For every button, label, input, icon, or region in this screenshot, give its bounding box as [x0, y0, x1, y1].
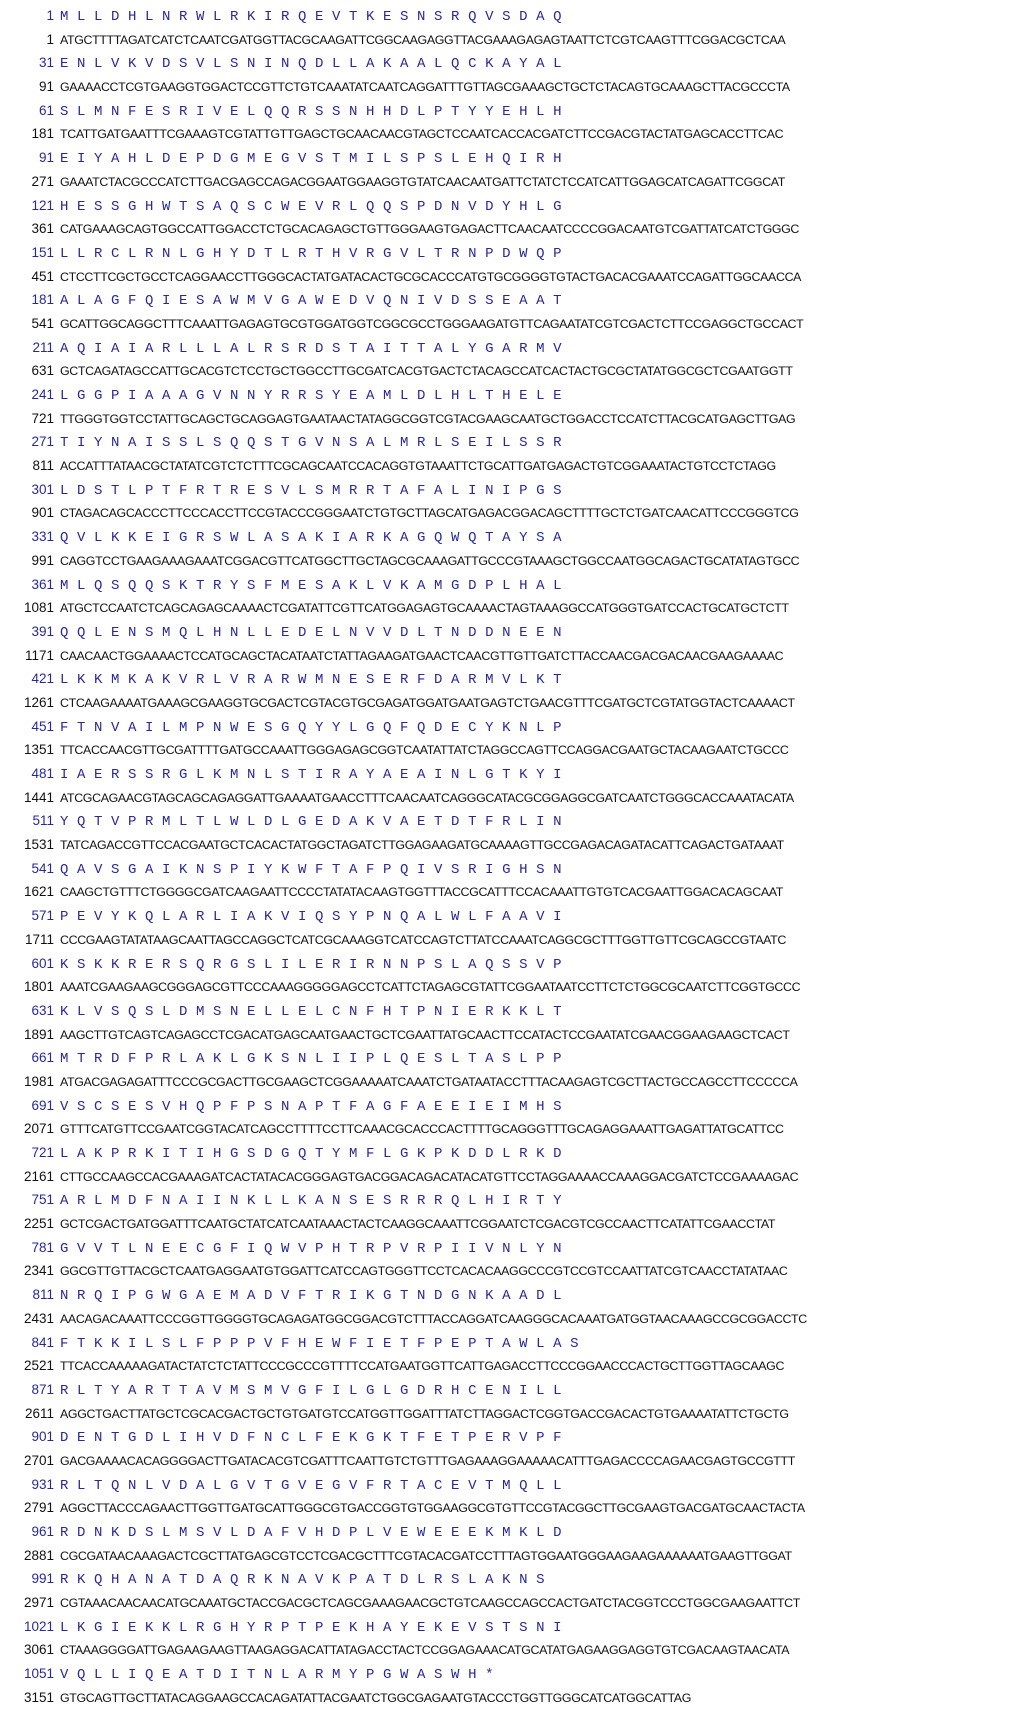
- position-number: 31: [38, 55, 54, 71]
- amino-acid-sequence: L K G I E K K L R G H Y R P T P E K H A Y E K E V S T S N I: [60, 1619, 562, 1636]
- position-number: 841: [31, 1334, 54, 1350]
- position-number: 181: [31, 126, 54, 142]
- nucleotide-row: [0, 32, 1024, 56]
- amino-acid-row: [0, 103, 1024, 127]
- position-number: 271: [31, 173, 54, 189]
- nucleotide-sequence: GCTCAGATAGCCATTGCACGTCTCCTGCTGGCCTTGCGATCACGTGACTCTACAGCCATCACTACTGCGCTATATGGCGCTCGAATGGTT: [60, 364, 793, 379]
- position-number: 1021: [23, 1618, 54, 1634]
- nucleotide-sequence: GAAATCTACGCCCATCTTGACGAGCCAGACGGAATGGAAGGTGTATCAACAATGATTCTATCTCCATCATTGGAGCATCAGATTCGGCAT: [60, 174, 786, 189]
- nucleotide-sequence: TATCAGACCGTTCCACGAATGCTCACACTATGGCTAGATCTTGGAGAAGATGCAAAAGTTGCCGAGACAGATACATTCAGACTGATAAAT: [60, 838, 784, 853]
- amino-acid-row: [0, 1335, 1024, 1359]
- amino-acid-sequence: V Q L L I Q E A T D I T N L A R M Y P G W A S W H *: [60, 1667, 494, 1684]
- nucleotide-sequence: ATCGCAGAACGTAGCAGCAGAGGATTGAAAATGAACCTTTCAACAATCAGGGCATACGCGGAGGCGATCAATCTGGGCACCAAATACATA: [60, 790, 794, 805]
- position-number: 961: [31, 1524, 54, 1539]
- amino-acid-row: [0, 1240, 1024, 1264]
- nucleotide-row: [0, 411, 1024, 435]
- nucleotide-row: [0, 1358, 1024, 1382]
- amino-acid-sequence: E N L V K V D S V L S N I N Q D L L A K A A L Q C K A Y A L: [60, 56, 562, 73]
- position-number: 61: [38, 102, 54, 118]
- amino-acid-row: [0, 387, 1024, 411]
- amino-acid-sequence: R L T Q N L V D A L G V T G V E G V F R T A C E V T M Q L L: [60, 1477, 562, 1494]
- nucleotide-row: [0, 126, 1024, 150]
- position-number: 991: [31, 1571, 54, 1587]
- amino-acid-sequence: L D S T L P T F R T R E S V L S M R R T A F A L I N I P G S: [60, 482, 562, 499]
- amino-acid-row: [0, 292, 1024, 316]
- amino-acid-sequence: L A K P R K I T I H G S D G Q T Y M F L G K P K D D L R K D: [60, 1146, 562, 1162]
- amino-acid-sequence: F T K K I L S L F P P P V F H E W F I E T F P E P T A W L A S: [60, 1335, 579, 1352]
- amino-acid-sequence: R L T Y A R T T A V M S M V G F I L G L G D R H C E N I L L: [60, 1382, 562, 1399]
- nucleotide-row: [0, 695, 1024, 719]
- position-number: 991: [31, 552, 54, 568]
- amino-acid-sequence: Q V L K K E I G R S W L A S A K I A R K A G Q W Q T A Y S A: [60, 530, 562, 547]
- position-number: 2971: [23, 1595, 54, 1611]
- position-number: 931: [31, 1476, 54, 1492]
- position-number: 1: [46, 31, 54, 47]
- amino-acid-sequence: R K Q H A N A T D A Q R K N A V K P A T D L R S L A K N S: [60, 1572, 545, 1589]
- position-number: 2611: [24, 1405, 54, 1421]
- nucleotide-sequence: GACGAAAACACAGGGGACTTGATACACGTCGATTTCAATTGTCTGTTTGAGAAAGGAAAAACATTTGAGACCCCAGAACGAGTGCCGTTT: [60, 1453, 795, 1468]
- position-number: 91: [38, 79, 54, 95]
- nucleotide-row: [0, 1642, 1024, 1666]
- amino-acid-sequence: M L Q S Q Q S K T R Y S F M E S A K L V K A M G D P L H A L: [60, 577, 562, 594]
- amino-acid-row: [0, 1429, 1024, 1453]
- position-number: 2251: [23, 1216, 54, 1232]
- nucleotide-sequence: GGCGTTGTTACGCTCAATGAGGAATGTGGATTCATCCAGTGGGTTCCTCACACAAGGCCCGTCCGTCCAATTATCGTCAACCTATATAAC: [60, 1264, 788, 1279]
- nucleotide-row: [0, 648, 1024, 672]
- position-number: 451: [31, 718, 54, 734]
- position-number: 271: [31, 434, 54, 450]
- nucleotide-row: [0, 316, 1024, 340]
- amino-acid-row: [0, 529, 1024, 553]
- amino-acid-sequence: M L L D H L N R W L R K I R Q E V T K E S N S R Q V S D A Q: [60, 9, 562, 25]
- amino-acid-row: [0, 813, 1024, 837]
- position-number: 1051: [23, 1666, 54, 1682]
- amino-acid-row: [0, 719, 1024, 743]
- nucleotide-sequence: CATGAAAGCAGTGGCCATTGGACCTCTGCACAGAGCTGTTGGGAAGTGAGACTTCAACAATCCCCGGACAATGTCGATTATCATCTGGGC: [60, 222, 800, 237]
- nucleotide-row: [0, 1690, 1024, 1714]
- nucleotide-row: [0, 553, 1024, 577]
- amino-acid-sequence: D E N T G D L I H V D F N C L F E K G K T F E T P E R V P F: [60, 1430, 562, 1447]
- position-number: 241: [31, 387, 54, 402]
- amino-acid-row: [0, 1098, 1024, 1122]
- amino-acid-row: [0, 1382, 1024, 1406]
- nucleotide-sequence: AGGCTTACCCAGAACTTGGTTGATGCATTGGGCGTGACCGGTGTGGAAGGCGTGTTCCGTACGGCTTGCGAAGTGACGATGCAACTACTA: [60, 1501, 805, 1516]
- amino-acid-row: [0, 577, 1024, 601]
- nucleotide-row: [0, 1453, 1024, 1477]
- amino-acid-sequence: A Q I A I A R L L L A L R S R D S T A I T T A L Y G A R M V: [60, 340, 562, 357]
- amino-acid-sequence: Y Q T V P R M L T L W L D L G E D A K V A E T D T F R L I N: [60, 814, 562, 831]
- nucleotide-sequence: TTCACCAAAAAGATACTATCTCTATTCCCGCCCGTTTTCCATGAATGGTTCATTGAGACCTTCCCGGAACCCACTGCTTGGTTAGCAAGC: [60, 1359, 785, 1374]
- nucleotide-row: [0, 1169, 1024, 1193]
- nucleotide-row: [0, 1548, 1024, 1572]
- nucleotide-sequence: ATGCTTTTAGATCATCTCAATCGATGGTTACGCAAGATTCGGCAAGAGGTTACGAAAGAGAGTAATTCTCGTCAAGTTTCGGACGCTCAA: [60, 32, 786, 47]
- nucleotide-sequence: ATGACGAGAGATTTCCCGCGACTTGCGAAGCTCGGAAAAATCAAATCTGATAATACCTTTACAAGAGTCGCTTACTGCCAGCCTTCCCCCA: [60, 1074, 798, 1089]
- nucleotide-sequence: AACAGACAAATTCCCGGTTGGGGTGCAGAGATGGCGGACGTCTTTACCAGGATCAAGGGCACAAATGATGGTAACAAAGCCGCGGACCTC: [60, 1311, 807, 1326]
- amino-acid-sequence: L G G P I A A A G V N N Y R R S Y E A M L D L H L T H E L E: [60, 388, 562, 404]
- amino-acid-row: [0, 1145, 1024, 1169]
- nucleotide-row: [0, 458, 1024, 482]
- amino-acid-row: [0, 1524, 1024, 1548]
- sequence-listing: [0, 8, 1024, 1714]
- nucleotide-row: [0, 505, 1024, 529]
- position-number: 781: [31, 1239, 54, 1255]
- nucleotide-sequence: CTCAAGAAAATGAAAGCGAAGGTGCGACTCGTACGTGCGAGATGGATGAATGAGTCTGAACGTTTCGATGCTCGTATGGTACTCAAAACT: [60, 695, 795, 710]
- amino-acid-sequence: T I Y N A I S S L S Q Q S T G V N S A L M R L S E I L S S R: [60, 435, 562, 452]
- amino-acid-row: [0, 1666, 1024, 1690]
- position-number: 1: [46, 8, 54, 23]
- nucleotide-sequence: AGGCTGACTTATGCTCGCACGACTGCTGTGATGTCCATGGTTGGATTTATCTTAGGACTCGGTGACCGACACTGTGAAAATATTCTGCTG: [60, 1406, 789, 1421]
- nucleotide-sequence: CTAAAGGGGATTGAGAAGAAGTTAAGAGGACATTATAGACCTACTCCGGAGAAACATGCATATGAGAAGGAGGTGTCGACAAGTAACATA: [60, 1643, 790, 1658]
- position-number: 1261: [23, 694, 54, 710]
- amino-acid-sequence: Q Q L E N S M Q L H N L L E D E L N V V D L T N D D N E E N: [60, 624, 562, 641]
- nucleotide-row: [0, 1406, 1024, 1430]
- position-number: 1621: [23, 884, 54, 900]
- position-number: 2431: [23, 1310, 54, 1326]
- nucleotide-row: [0, 363, 1024, 387]
- amino-acid-row: [0, 1477, 1024, 1501]
- amino-acid-sequence: G V V T L N E E C G F I Q W V P H T R P V R P I I V N L Y N: [60, 1240, 562, 1257]
- amino-acid-sequence: K L V S Q S L D M S N E L L E L C N F H T P N I E R K K L T: [60, 1003, 562, 1020]
- position-number: 361: [31, 221, 54, 237]
- position-number: 1171: [24, 647, 54, 663]
- nucleotide-sequence: AAATCGAAGAAGCGGGAGCGTTCCCAAAGGGGGAGCCTCATTCTAGAGCGTATTCGGAATAATCCTTCTCTGGCGCAATCTTCGGTGCCC: [60, 980, 801, 995]
- nucleotide-sequence: GCATTGGCAGGCTTTCAAATTGAGAGTGCGTGGATGGTCGGCGCCTGGGAAGATGTTCAGAATATCGTCGACTCTTCCGAGGCTGCCACT: [60, 316, 804, 331]
- position-number: 121: [31, 197, 54, 213]
- amino-acid-sequence: A L A G F Q I E S A W M V G A W E D V Q N I V D S S E A A T: [60, 293, 562, 310]
- position-number: 91: [38, 150, 54, 166]
- amino-acid-row: [0, 908, 1024, 932]
- position-number: 871: [31, 1381, 54, 1397]
- amino-acid-row: [0, 1619, 1024, 1643]
- nucleotide-row: [0, 79, 1024, 103]
- position-number: 1531: [23, 837, 54, 853]
- position-number: 511: [32, 813, 54, 829]
- nucleotide-row: [0, 269, 1024, 293]
- nucleotide-sequence: CTAGACAGCACCCTTCCCACCTTCCGTACCCGGGAATCTGTGCTTAGCATGAGACGGACAGCTTTTGCTCTGATCAACATTCCCGGGTCG: [60, 506, 799, 521]
- position-number: 901: [31, 1429, 54, 1445]
- nucleotide-sequence: TCATTGATGAATTTCGAAAGTCGTATTGTTGAGCTGCAACAACGTAGCTCCAATCACCACGATCTTCCGACGTACTATGAGCACCTTCAC: [60, 127, 784, 142]
- position-number: 1351: [23, 742, 54, 758]
- nucleotide-row: [0, 221, 1024, 245]
- position-number: 331: [31, 529, 54, 545]
- position-number: 541: [31, 860, 54, 876]
- nucleotide-sequence: GCTCGACTGATGGATTTCAATGCTATCATCAATAAACTACTCAAGGCAAATTCGGAATCTCGACGTCGCCAACTTCATATTCGAACCTAT: [60, 1217, 776, 1232]
- nucleotide-row: [0, 1500, 1024, 1524]
- position-number: 151: [31, 244, 54, 260]
- position-number: 1801: [23, 979, 54, 995]
- position-number: 2071: [23, 1121, 54, 1137]
- amino-acid-row: [0, 1003, 1024, 1027]
- amino-acid-row: [0, 198, 1024, 222]
- nucleotide-sequence: GAAAACCTCGTGAAGGTGGACTCCGTTCTGTCAAATATCAATCAGGATTTGTTAGCGAAAGCTGCTCTACAGTGCAAAGCTTACGCCCTA: [60, 80, 790, 95]
- amino-acid-sequence: N R Q I P G W G A E M A D V F T R I K G T N D G N K A A D L: [60, 1288, 562, 1305]
- nucleotide-sequence: CAAGCTGTTTCTGGGGCGATCAAGAATTCCCCTATATACAAGTGGTTTACCGCATTTCCACAAATTGTGTCACGAATTGGACACAGCAAT: [60, 885, 783, 900]
- amino-acid-row: [0, 766, 1024, 790]
- nucleotide-row: [0, 1263, 1024, 1287]
- position-number: 2701: [23, 1452, 54, 1468]
- position-number: 361: [31, 576, 54, 592]
- amino-acid-sequence: F T N V A I L M P N W E S G Q Y Y L G Q F Q D E C Y K N L P: [60, 719, 562, 736]
- amino-acid-sequence: Q A V S G A I K N S P I Y K W F T A F P Q I V S R I G H S N: [60, 861, 562, 878]
- amino-acid-sequence: L K K M K A K V R L V R A R W M N E S E R F D A R M V L K T: [60, 672, 562, 689]
- position-number: 1891: [23, 1026, 54, 1042]
- nucleotide-row: [0, 174, 1024, 198]
- amino-acid-row: [0, 482, 1024, 506]
- amino-acid-sequence: H E S S G H W T S A Q S C W E V R L Q Q S P D N V D Y H L G: [60, 198, 562, 215]
- amino-acid-row: [0, 55, 1024, 79]
- position-number: 631: [31, 1002, 54, 1018]
- amino-acid-sequence: I A E R S S R G L K M N L S T I R A Y A E A I N L G T K Y I: [60, 767, 562, 783]
- position-number: 721: [31, 1145, 54, 1160]
- position-number: 481: [31, 766, 54, 781]
- nucleotide-row: [0, 742, 1024, 766]
- amino-acid-sequence: M T R D F P R L A K L G K S N L I I P L Q E S L T A S L P P: [60, 1051, 562, 1068]
- position-number: 571: [31, 908, 54, 924]
- amino-acid-row: [0, 434, 1024, 458]
- nucleotide-sequence: CGCGATAACAAAGACTCGCTTATGAGCGTCCTCGACGCTTTCGTACACGATCCTTTAGTGGAATGGGAAGAAGAAAAAATGAAGTTGGAT: [60, 1548, 792, 1563]
- position-number: 721: [31, 410, 54, 426]
- nucleotide-sequence: CTTGCCAAGCCACGAAAGATCACTATACACGGGAGTGACGGACAGACATACATGTTCCTAGGAAAACCAAAGGACGATCTCCGAAAAGAC: [60, 1169, 799, 1184]
- amino-acid-sequence: P E V Y K Q L A R L I A K V I Q S Y P N Q A L W L F A A V I: [60, 909, 562, 926]
- nucleotide-sequence: CGTAAACAACAACATGCAAATGCTACCGACGCTCAGCGAAAGAACGCTGTCAAGCCAGCCACTGATCTACGGTCCCTGGCGAAGAATTCT: [60, 1596, 800, 1611]
- position-number: 601: [31, 955, 54, 971]
- position-number: 2341: [23, 1263, 54, 1279]
- amino-acid-row: [0, 1287, 1024, 1311]
- nucleotide-row: [0, 884, 1024, 908]
- position-number: 451: [31, 268, 54, 284]
- amino-acid-row: [0, 8, 1024, 32]
- amino-acid-sequence: A R L M D F N A I I N K L L K A N S E S R R R Q L H I R T Y: [60, 1193, 562, 1210]
- position-number: 811: [32, 458, 54, 474]
- amino-acid-row: [0, 671, 1024, 695]
- position-number: 391: [31, 623, 54, 639]
- position-number: 301: [31, 481, 54, 497]
- nucleotide-sequence: AAGCTTGTCAGTCAGAGCCTCGACATGAGCAATGAACTGCTCGAATTATGCAACTTCCATACTCCGAATATCGAACGGAAGAAGCTCACT: [60, 1027, 790, 1042]
- nucleotide-sequence: CCCGAAGTATATAAGCAATTAGCCAGGCTCATCGCAAAGGTCATCCAGTCTTATCCAAATCAGGCGCTTTGGTTGTTCGCAGCCGTAATC: [60, 932, 786, 947]
- nucleotide-row: [0, 600, 1024, 624]
- position-number: 181: [31, 292, 54, 308]
- nucleotide-sequence: ATGCTCCAATCTCAGCAGAGCAAAACTCGATATTCGTTCATGGAGAGTGCAAAACTAGTAAAGGCCATGGGTGATCCACTGCATGCTCTT: [60, 601, 789, 616]
- amino-acid-sequence: E I Y A H L D E P D G M E G V S T M I L S P S L E H Q I R H: [60, 151, 562, 168]
- amino-acid-row: [0, 861, 1024, 885]
- amino-acid-row: [0, 1192, 1024, 1216]
- nucleotide-row: [0, 1216, 1024, 1240]
- amino-acid-row: [0, 624, 1024, 648]
- amino-acid-row: [0, 1571, 1024, 1595]
- nucleotide-row: [0, 790, 1024, 814]
- position-number: 811: [32, 1287, 54, 1303]
- position-number: 1711: [24, 931, 54, 947]
- amino-acid-sequence: L L R C L R N L G H Y D T L R T H V R G V L T R N P D W Q P: [60, 245, 562, 262]
- position-number: 2881: [23, 1547, 54, 1563]
- nucleotide-row: [0, 1311, 1024, 1335]
- position-number: 1441: [23, 789, 54, 805]
- nucleotide-row: [0, 1595, 1024, 1619]
- nucleotide-row: [0, 1121, 1024, 1145]
- amino-acid-row: [0, 150, 1024, 174]
- nucleotide-row: [0, 1074, 1024, 1098]
- amino-acid-sequence: K S K K R E R S Q R G S L I L E R I R N N P S L A Q S S V P: [60, 956, 562, 973]
- position-number: 631: [31, 363, 54, 379]
- position-number: 661: [31, 1050, 54, 1066]
- nucleotide-sequence: CAACAACTGGAAAACTCCATGCAGCTACATAATCTATTAGAAGATGAACTCAACGTTGTTGATCTTACCAACGACGACAACGAAGAAAAC: [60, 648, 784, 663]
- nucleotide-sequence: TTGGGTGGTCCTATTGCAGCTGCAGGAGTGAATAACTATAGGCGGTCGTACGAAGCAATGCTGGACCTCCATCTTACGCATGAGCTTGAG: [60, 411, 796, 426]
- amino-acid-row: [0, 956, 1024, 980]
- position-number: 3151: [23, 1689, 54, 1705]
- nucleotide-row: [0, 837, 1024, 861]
- position-number: 691: [31, 1097, 54, 1113]
- position-number: 2521: [23, 1358, 54, 1374]
- nucleotide-row: [0, 979, 1024, 1003]
- amino-acid-sequence: R D N K D S L M S V L D A F V H D P L V E W E E E K M K L D: [60, 1525, 562, 1541]
- amino-acid-row: [0, 245, 1024, 269]
- position-number: 2791: [23, 1500, 54, 1516]
- nucleotide-sequence: CAGGTCCTGAAGAAAGAAATCGGACGTTCATGGCTTGCTAGCGCAAAGATTGCCCGTAAAGCTGGCCAATGGCAGACTGCATATAGTGCC: [60, 553, 800, 568]
- nucleotide-sequence: GTGCAGTTGCTTATACAGGAAGCCACAGATATTACGAATCTGGCGAGAATGTACCCTGGTTGGGCATCATGGCATTAG: [60, 1690, 691, 1705]
- nucleotide-sequence: GTTTCATGTTCCGAATCGGTACATCAGCCTTTTCCTTCAAACGCACCCACTTTTGCAGGGTTTGCAGAGGAAATTGAGATTATGCATTCC: [60, 1122, 784, 1137]
- amino-acid-sequence: S L M N F E S R I V E L Q Q R S S N H H D L P T Y Y E H L H: [60, 103, 562, 120]
- nucleotide-sequence: ACCATTTATAACGCTATATCGTCTCTTTCGCAGCAATCCACAGGTGTAAATTCTGCATTGATGAGACTGTCGGAAATACTGTCCTCTAGG: [60, 459, 776, 474]
- amino-acid-row: [0, 340, 1024, 364]
- nucleotide-sequence: TTCACCAACGTTGCGATTTTGATGCCAAATTGGGAGAGCGGTCAATATTATCTAGGCCAGTTCCAGGACGAATGCTACAAGAATCTGCCC: [60, 743, 789, 758]
- position-number: 751: [31, 1192, 54, 1208]
- position-number: 1081: [23, 600, 54, 616]
- nucleotide-sequence: CTCCTTCGCTGCCTCAGGAACCTTGGGCACTATGATACACTGCGCACCCATGTGCGGGGTGTACTGACACGAAATCCAGATTGGCAACCA: [60, 269, 802, 284]
- amino-acid-row: [0, 1050, 1024, 1074]
- position-number: 211: [32, 339, 54, 355]
- nucleotide-row: [0, 1027, 1024, 1051]
- position-number: 421: [31, 671, 54, 687]
- position-number: 541: [31, 315, 54, 331]
- nucleotide-row: [0, 932, 1024, 956]
- position-number: 3061: [23, 1642, 54, 1658]
- position-number: 901: [31, 505, 54, 521]
- position-number: 2161: [23, 1168, 54, 1184]
- position-number: 1981: [23, 1073, 54, 1089]
- amino-acid-sequence: V S C S E S V H Q P F P S N A P T F A G F A E E I E I M H S: [60, 1098, 562, 1115]
